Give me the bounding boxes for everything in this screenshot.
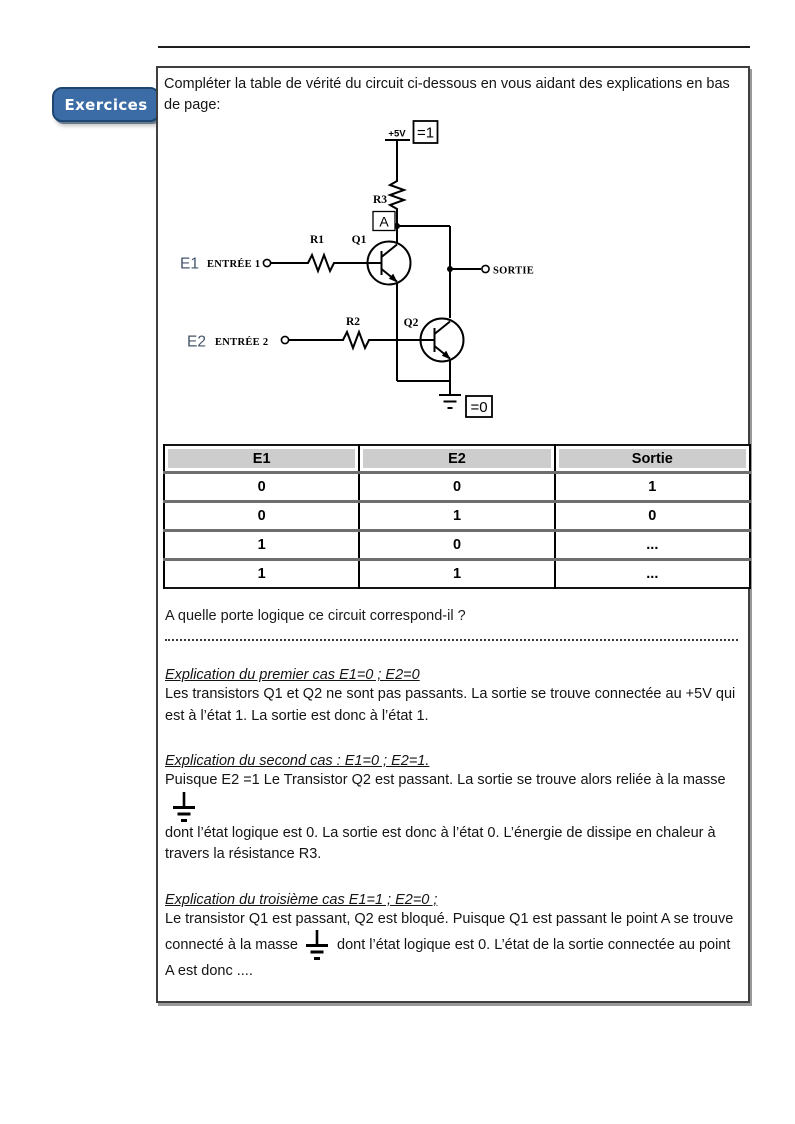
entree1-label: ENTRÉE 1	[207, 259, 261, 270]
cell-e1: 0	[164, 473, 359, 502]
explanation-body	[165, 909, 739, 983]
cell-sortie: ...	[555, 560, 750, 589]
cell-e2: 0	[359, 473, 554, 502]
power-label: +5V	[388, 128, 406, 140]
truth-table-header-row	[164, 445, 750, 473]
explanation-text-after: dont l’état logique est 0. La sortie est donc à l’état 0. L’énergie de dissipe en chaleur à travers la résistance R3.	[165, 824, 716, 862]
cell-e1: 0	[164, 502, 359, 531]
entree2-label: ENTRÉE 2	[215, 337, 269, 348]
cell-e2: 1	[359, 502, 554, 531]
explanation-body: Les transistors Q1 et Q2 ne sont pas passants. La sortie se trouve connectée au +5V qui est à l’état 1. La sortie est donc à l’état 1.	[165, 686, 736, 724]
cell-sortie: 0	[555, 502, 750, 531]
truth-table-header-e2: E2	[359, 445, 554, 473]
exercise-box	[156, 66, 750, 1003]
explanation-heading: Explication du troisième cas E1=1 ; E2=0 ;	[165, 891, 438, 908]
r3-label: R3	[372, 194, 387, 206]
exercices-badge-label: Exercices	[64, 95, 148, 114]
ground-icon	[171, 792, 197, 823]
junction-dot-sortie	[447, 266, 453, 272]
answer-dotted-line	[165, 636, 738, 641]
cell-e1: 1	[164, 531, 359, 560]
q2-label: Q2	[403, 317, 419, 329]
top-divider	[158, 46, 750, 48]
intro-text: Compléter la table de vérité du circuit ci-dessous en vous aidant des explications en bas de page:	[164, 76, 730, 113]
r1-label: R1	[309, 234, 325, 246]
q1-label: Q1	[351, 234, 367, 246]
sortie-terminal	[482, 265, 489, 272]
explanation-heading: Explication du second cas : E1=0 ; E2=1.	[165, 753, 430, 769]
cell-e2: 0	[359, 531, 554, 560]
table-row	[164, 502, 750, 531]
entree2-terminal	[281, 336, 288, 343]
logic-gate-question: A quelle porte logique ce circuit correspond-il ?	[165, 608, 466, 624]
truth-table-header-e1: E1	[164, 445, 359, 473]
explanation-troisieme-cas	[165, 892, 739, 983]
e1-label: E1	[180, 255, 199, 273]
node-a-label: A	[379, 213, 389, 230]
ground-symbol	[439, 395, 461, 408]
explanation-text-before: Le transistor Q1 est passant, Q2 est bloqué. Puisque Q1 est passant le point A se trouve connecté à la masse	[165, 910, 734, 953]
resistor-r2	[339, 332, 373, 348]
r2-label: R2	[345, 316, 361, 328]
explanation-premier-cas	[165, 667, 739, 727]
table-row	[164, 531, 750, 560]
explanation-body	[165, 770, 739, 823]
circuit-diagram	[158, 118, 750, 432]
table-row	[164, 560, 750, 589]
explanation-text-after: dont l’état logique est 0. L’état de la sortie connectée au point A est donc ....	[165, 937, 731, 979]
cell-sortie: 1	[555, 473, 750, 502]
truth-table	[163, 444, 751, 589]
ground-icon	[304, 930, 330, 961]
explanation-text-before: Puisque E2 =1 Le Transistor Q2 est passant. La sortie se trouve alors reliée à la masse	[165, 772, 726, 788]
entree1-terminal	[263, 259, 270, 266]
truth-table-header-sortie: Sortie	[555, 445, 750, 473]
explanation-second-cas	[165, 753, 739, 866]
explanation-heading: Explication du premier cas E1=0 ; E2=0	[165, 667, 420, 683]
sortie-label: SORTIE	[493, 265, 535, 277]
exercices-badge[interactable]	[52, 87, 160, 122]
resistor-r1	[304, 255, 338, 271]
cell-e2: 1	[359, 560, 554, 589]
resistor-r3	[390, 178, 404, 212]
cell-sortie: ...	[555, 531, 750, 560]
logic-high-label: =1	[416, 124, 435, 142]
logic-low-label: =0	[470, 399, 488, 416]
e2-label: E2	[187, 333, 206, 351]
table-row	[164, 473, 750, 502]
cell-e1: 1	[164, 560, 359, 589]
